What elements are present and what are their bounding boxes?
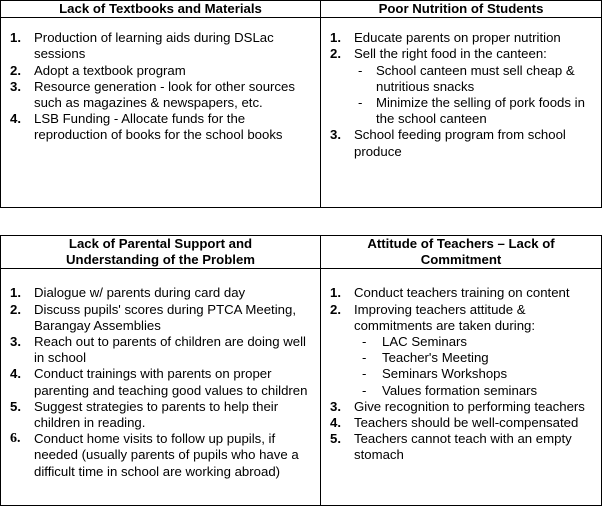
parental-heading-line1: Lack of Parental Support and (68, 236, 253, 251)
problems-table-2 (0, 235, 602, 506)
parental-cell (1, 269, 321, 506)
sub-item: - Seminars Workshops (362, 366, 508, 382)
parental-heading (1, 236, 321, 269)
list-item: 3. Give recognition to performing teachers (330, 398, 585, 414)
nutrition-heading-text: Poor Nutrition of Students (378, 1, 544, 16)
sub-item: - Values formation seminars (362, 382, 538, 398)
list-item: 4. Conduct trainings with parents on proper parenting and teaching good values to children (10, 366, 308, 398)
list-item: 3. Reach out to parents of children are doing well in school (10, 334, 306, 366)
list-item: 3. School feeding program from school produce (330, 127, 566, 159)
textbooks-heading-text: Lack of Textbooks and Materials (59, 1, 262, 16)
textbooks-heading (1, 1, 321, 18)
list-item: 1. Conduct teachers training on content (330, 285, 570, 301)
problems-table-1 (0, 0, 602, 208)
nutrition-list (330, 30, 595, 160)
list-item: 2. Discuss pupils' scores during PTCA Meeting, Barangay Assemblies (10, 301, 296, 333)
list-item: 2. Improving teachers attitude & commitments are taken during: - LAC Seminars - Teacher's Meeting - Seminars Workshops - Values formation seminars (330, 302, 595, 399)
list-item: 1. Dialogue w/ parents during card day (10, 285, 246, 301)
nutrition-heading (321, 1, 602, 18)
parental-list (10, 285, 314, 479)
list-item: 6. Conduct home visits to follow up pupils, if needed (usually parents of pupils who have a difficult time in school are working abroad) (10, 431, 299, 479)
canteen-sublist (354, 63, 595, 128)
parental-heading-line2: Understanding of the Problem (65, 252, 256, 268)
list-item: 3. Resource generation - look for other sources such as magazines & newspapers, etc. (10, 78, 295, 111)
textbooks-list (10, 30, 314, 143)
list-item: 4. LSB Funding - Allocate funds for the reproduction of books for the school books (10, 111, 283, 143)
sub-item: - Minimize the selling of pork foods in the school canteen (358, 95, 585, 127)
nutrition-cell (321, 18, 602, 208)
teachers-heading (321, 236, 602, 269)
list-item: 2. Adopt a textbook program (10, 62, 186, 78)
sub-item: - Teacher's Meeting (362, 350, 489, 366)
list-item: 1. Production of learning aids during DSLac sessions (10, 30, 274, 62)
teachers-heading-line1: Attitude of Teachers – Lack of (367, 236, 555, 251)
list-item: 2. Sell the right food in the canteen: - School canteen must sell cheap & nutritious snacks - Minimize the selling of pork foods in the school canteen (330, 46, 595, 127)
sub-item: - School canteen must sell cheap & nutritious snacks (358, 62, 575, 94)
teachers-heading-line2: Commitment (420, 252, 502, 268)
list-item: 5. Suggest strategies to parents to help their children in reading. (10, 398, 279, 431)
list-item: 4. Teachers should be well-compensated (330, 415, 579, 431)
seminars-sublist (354, 334, 595, 399)
teachers-list (330, 285, 595, 463)
list-item: 1. Educate parents on proper nutrition (330, 30, 561, 46)
list-item: 5. Teachers cannot teach with an empty stomach (330, 431, 572, 463)
textbooks-cell (1, 18, 321, 208)
sub-item: - LAC Seminars (362, 334, 468, 350)
teachers-cell (321, 269, 602, 506)
